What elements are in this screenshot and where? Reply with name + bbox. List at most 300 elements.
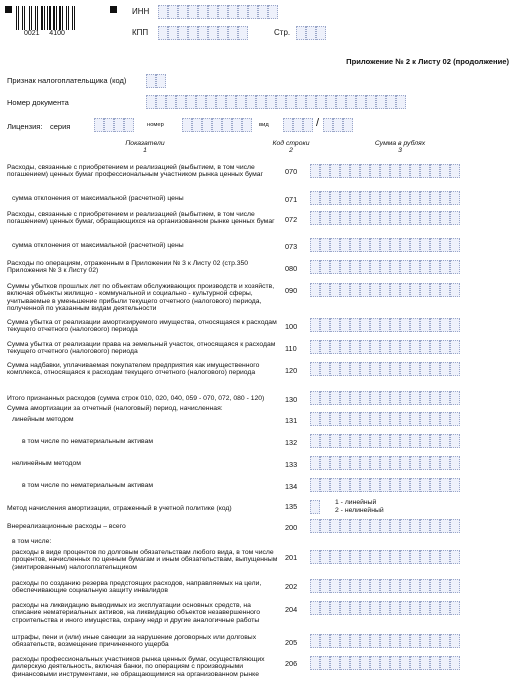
entry-cell[interactable] <box>400 260 410 274</box>
entry-cell[interactable] <box>400 211 410 225</box>
sum-field-070[interactable] <box>310 164 460 178</box>
entry-cell[interactable] <box>380 456 390 470</box>
sum-field-090[interactable] <box>310 283 460 297</box>
entry-cell[interactable] <box>330 519 340 533</box>
entry-cell[interactable] <box>320 634 330 648</box>
entry-cell[interactable] <box>410 164 420 178</box>
entry-cell[interactable] <box>360 164 370 178</box>
entry-cell[interactable] <box>228 26 238 40</box>
entry-cell[interactable] <box>350 434 360 448</box>
entry-cell[interactable] <box>370 238 380 252</box>
entry-cell[interactable] <box>330 634 340 648</box>
entry-cell[interactable] <box>400 456 410 470</box>
entry-cell[interactable] <box>410 391 420 405</box>
entry-cell[interactable] <box>320 456 330 470</box>
entry-cell[interactable] <box>350 340 360 354</box>
entry-cell[interactable] <box>400 340 410 354</box>
entry-cell[interactable] <box>346 95 356 109</box>
entry-cell[interactable] <box>410 434 420 448</box>
entry-cell[interactable] <box>360 318 370 332</box>
entry-cell[interactable] <box>340 391 350 405</box>
entry-cell[interactable] <box>410 191 420 205</box>
entry-cell[interactable] <box>390 478 400 492</box>
doc-number-field[interactable] <box>146 95 406 109</box>
entry-cell[interactable] <box>380 519 390 533</box>
entry-cell[interactable] <box>340 211 350 225</box>
entry-cell[interactable] <box>430 656 440 670</box>
entry-cell[interactable] <box>360 412 370 426</box>
entry-cell[interactable] <box>320 391 330 405</box>
license-series-field[interactable] <box>94 118 134 132</box>
entry-cell[interactable] <box>286 95 296 109</box>
entry-cell[interactable] <box>330 656 340 670</box>
entry-cell[interactable] <box>198 5 208 19</box>
entry-cell[interactable] <box>370 391 380 405</box>
entry-cell[interactable] <box>310 340 320 354</box>
entry-cell[interactable] <box>410 211 420 225</box>
entry-cell[interactable] <box>296 95 306 109</box>
entry-cell[interactable] <box>450 391 460 405</box>
entry-cell[interactable] <box>320 412 330 426</box>
entry-cell[interactable] <box>400 656 410 670</box>
entry-cell[interactable] <box>420 211 430 225</box>
entry-cell[interactable] <box>370 579 380 593</box>
entry-cell[interactable] <box>158 26 168 40</box>
entry-cell[interactable] <box>440 579 450 593</box>
entry-cell[interactable] <box>350 191 360 205</box>
entry-cell[interactable] <box>196 95 206 109</box>
entry-cell[interactable] <box>380 318 390 332</box>
entry-cell[interactable] <box>350 656 360 670</box>
entry-cell[interactable] <box>340 340 350 354</box>
sum-field-201[interactable] <box>310 550 460 564</box>
entry-cell[interactable] <box>450 434 460 448</box>
entry-cell[interactable] <box>340 519 350 533</box>
entry-cell[interactable] <box>293 118 303 132</box>
entry-cell[interactable] <box>330 164 340 178</box>
entry-cell[interactable] <box>350 412 360 426</box>
entry-cell[interactable] <box>208 5 218 19</box>
entry-cell[interactable] <box>380 362 390 376</box>
entry-cell[interactable] <box>440 260 450 274</box>
entry-cell[interactable] <box>420 656 430 670</box>
entry-cell[interactable] <box>330 340 340 354</box>
entry-cell[interactable] <box>296 26 306 40</box>
entry-cell[interactable] <box>390 391 400 405</box>
entry-cell[interactable] <box>320 211 330 225</box>
sum-field-073[interactable] <box>310 238 460 252</box>
entry-cell[interactable] <box>330 434 340 448</box>
entry-cell[interactable] <box>360 211 370 225</box>
entry-cell[interactable] <box>360 238 370 252</box>
entry-cell[interactable] <box>390 164 400 178</box>
entry-cell[interactable] <box>430 601 440 615</box>
entry-cell[interactable] <box>340 478 350 492</box>
entry-cell[interactable] <box>440 519 450 533</box>
entry-cell[interactable] <box>330 362 340 376</box>
entry-cell[interactable] <box>390 318 400 332</box>
sum-field-080[interactable] <box>310 260 460 274</box>
entry-cell[interactable] <box>430 456 440 470</box>
entry-cell[interactable] <box>212 118 222 132</box>
entry-cell[interactable] <box>310 519 320 533</box>
entry-cell[interactable] <box>390 550 400 564</box>
entry-cell[interactable] <box>350 478 360 492</box>
entry-cell[interactable] <box>310 550 320 564</box>
entry-cell[interactable] <box>380 478 390 492</box>
entry-cell[interactable] <box>380 634 390 648</box>
entry-cell[interactable] <box>430 391 440 405</box>
entry-cell[interactable] <box>188 26 198 40</box>
entry-cell[interactable] <box>350 211 360 225</box>
sum-field-133[interactable] <box>310 456 460 470</box>
entry-cell[interactable] <box>430 550 440 564</box>
entry-cell[interactable] <box>440 191 450 205</box>
entry-cell[interactable] <box>146 95 156 109</box>
entry-cell[interactable] <box>206 95 216 109</box>
entry-cell[interactable] <box>310 601 320 615</box>
entry-cell[interactable] <box>450 579 460 593</box>
entry-cell[interactable] <box>420 519 430 533</box>
entry-cell[interactable] <box>238 26 248 40</box>
sum-field-206[interactable] <box>310 656 460 670</box>
entry-cell[interactable] <box>400 164 410 178</box>
entry-cell[interactable] <box>450 478 460 492</box>
sum-field-071[interactable] <box>310 191 460 205</box>
entry-cell[interactable] <box>370 164 380 178</box>
license-number-field[interactable] <box>182 118 252 132</box>
entry-cell[interactable] <box>390 260 400 274</box>
entry-cell[interactable] <box>326 95 336 109</box>
entry-cell[interactable] <box>420 164 430 178</box>
entry-cell[interactable] <box>410 550 420 564</box>
entry-cell[interactable] <box>450 238 460 252</box>
entry-cell[interactable] <box>306 95 316 109</box>
entry-cell[interactable] <box>380 238 390 252</box>
entry-cell[interactable] <box>370 191 380 205</box>
entry-cell[interactable] <box>310 434 320 448</box>
kpp-field[interactable] <box>158 26 248 40</box>
entry-cell[interactable] <box>310 412 320 426</box>
entry-cell[interactable] <box>276 95 286 109</box>
entry-cell[interactable] <box>310 478 320 492</box>
entry-cell[interactable] <box>420 283 430 297</box>
entry-cell[interactable] <box>440 478 450 492</box>
entry-cell[interactable] <box>380 434 390 448</box>
entry-cell[interactable] <box>268 5 278 19</box>
method-code-field[interactable] <box>310 500 320 514</box>
entry-cell[interactable] <box>440 362 450 376</box>
entry-cell[interactable] <box>320 318 330 332</box>
entry-cell[interactable] <box>400 434 410 448</box>
entry-cell[interactable] <box>360 519 370 533</box>
entry-cell[interactable] <box>330 478 340 492</box>
entry-cell[interactable] <box>380 164 390 178</box>
entry-cell[interactable] <box>330 211 340 225</box>
entry-cell[interactable] <box>330 191 340 205</box>
entry-cell[interactable] <box>350 283 360 297</box>
entry-cell[interactable] <box>320 283 330 297</box>
entry-cell[interactable] <box>450 362 460 376</box>
entry-cell[interactable] <box>310 634 320 648</box>
entry-cell[interactable] <box>430 211 440 225</box>
entry-cell[interactable] <box>310 656 320 670</box>
entry-cell[interactable] <box>400 634 410 648</box>
entry-cell[interactable] <box>420 478 430 492</box>
entry-cell[interactable] <box>370 434 380 448</box>
entry-cell[interactable] <box>360 340 370 354</box>
entry-cell[interactable] <box>370 362 380 376</box>
entry-cell[interactable] <box>430 412 440 426</box>
entry-cell[interactable] <box>450 164 460 178</box>
entry-cell[interactable] <box>246 95 256 109</box>
entry-cell[interactable] <box>370 283 380 297</box>
sum-field-120[interactable] <box>310 362 460 376</box>
entry-cell[interactable] <box>202 118 212 132</box>
entry-cell[interactable] <box>186 95 196 109</box>
entry-cell[interactable] <box>320 478 330 492</box>
entry-cell[interactable] <box>370 634 380 648</box>
entry-cell[interactable] <box>168 5 178 19</box>
entry-cell[interactable] <box>336 95 346 109</box>
entry-cell[interactable] <box>396 95 406 109</box>
inn-field[interactable] <box>158 5 278 19</box>
entry-cell[interactable] <box>410 579 420 593</box>
entry-cell[interactable] <box>370 478 380 492</box>
entry-cell[interactable] <box>430 164 440 178</box>
entry-cell[interactable] <box>330 283 340 297</box>
entry-cell[interactable] <box>360 434 370 448</box>
entry-cell[interactable] <box>208 26 218 40</box>
entry-cell[interactable] <box>420 601 430 615</box>
entry-cell[interactable] <box>350 238 360 252</box>
entry-cell[interactable] <box>370 550 380 564</box>
entry-cell[interactable] <box>320 550 330 564</box>
entry-cell[interactable] <box>420 340 430 354</box>
entry-cell[interactable] <box>303 118 313 132</box>
entry-cell[interactable] <box>410 340 420 354</box>
entry-cell[interactable] <box>440 238 450 252</box>
entry-cell[interactable] <box>340 634 350 648</box>
entry-cell[interactable] <box>410 656 420 670</box>
entry-cell[interactable] <box>440 164 450 178</box>
entry-cell[interactable] <box>430 260 440 274</box>
entry-cell[interactable] <box>410 412 420 426</box>
entry-cell[interactable] <box>166 95 176 109</box>
entry-cell[interactable] <box>370 456 380 470</box>
entry-cell[interactable] <box>430 634 440 648</box>
entry-cell[interactable] <box>310 211 320 225</box>
entry-cell[interactable] <box>430 579 440 593</box>
entry-cell[interactable] <box>430 519 440 533</box>
entry-cell[interactable] <box>188 5 198 19</box>
entry-cell[interactable] <box>238 5 248 19</box>
entry-cell[interactable] <box>158 5 168 19</box>
sum-field-131[interactable] <box>310 412 460 426</box>
entry-cell[interactable] <box>380 283 390 297</box>
entry-cell[interactable] <box>380 260 390 274</box>
entry-cell[interactable] <box>450 211 460 225</box>
entry-cell[interactable] <box>440 550 450 564</box>
entry-cell[interactable] <box>350 550 360 564</box>
entry-cell[interactable] <box>450 550 460 564</box>
entry-cell[interactable] <box>380 579 390 593</box>
taxpayer-sign-field[interactable] <box>146 74 166 88</box>
entry-cell[interactable] <box>310 238 320 252</box>
entry-cell[interactable] <box>440 318 450 332</box>
entry-cell[interactable] <box>420 634 430 648</box>
entry-cell[interactable] <box>440 340 450 354</box>
entry-cell[interactable] <box>410 519 420 533</box>
entry-cell[interactable] <box>400 579 410 593</box>
entry-cell[interactable] <box>232 118 242 132</box>
entry-cell[interactable] <box>310 362 320 376</box>
entry-cell[interactable] <box>320 601 330 615</box>
entry-cell[interactable] <box>360 478 370 492</box>
entry-cell[interactable] <box>420 456 430 470</box>
entry-cell[interactable] <box>420 362 430 376</box>
entry-cell[interactable] <box>350 362 360 376</box>
entry-cell[interactable] <box>360 391 370 405</box>
license-type-field-1[interactable] <box>283 118 313 132</box>
entry-cell[interactable] <box>340 550 350 564</box>
entry-cell[interactable] <box>350 260 360 274</box>
entry-cell[interactable] <box>310 191 320 205</box>
entry-cell[interactable] <box>410 478 420 492</box>
entry-cell[interactable] <box>320 340 330 354</box>
entry-cell[interactable] <box>420 550 430 564</box>
license-type-field-2[interactable] <box>323 118 353 132</box>
entry-cell[interactable] <box>323 118 333 132</box>
entry-cell[interactable] <box>390 238 400 252</box>
entry-cell[interactable] <box>330 318 340 332</box>
entry-cell[interactable] <box>310 318 320 332</box>
entry-cell[interactable] <box>420 579 430 593</box>
entry-cell[interactable] <box>370 260 380 274</box>
entry-cell[interactable] <box>360 191 370 205</box>
entry-cell[interactable] <box>340 191 350 205</box>
entry-cell[interactable] <box>320 191 330 205</box>
entry-cell[interactable] <box>356 95 366 109</box>
entry-cell[interactable] <box>310 456 320 470</box>
entry-cell[interactable] <box>340 362 350 376</box>
entry-cell[interactable] <box>310 283 320 297</box>
entry-cell[interactable] <box>430 191 440 205</box>
entry-cell[interactable] <box>410 601 420 615</box>
entry-cell[interactable] <box>340 456 350 470</box>
entry-cell[interactable] <box>366 95 376 109</box>
entry-cell[interactable] <box>340 434 350 448</box>
entry-cell[interactable] <box>333 118 343 132</box>
entry-cell[interactable] <box>94 118 104 132</box>
entry-cell[interactable] <box>350 634 360 648</box>
entry-cell[interactable] <box>360 579 370 593</box>
entry-cell[interactable] <box>360 550 370 564</box>
entry-cell[interactable] <box>226 95 236 109</box>
entry-cell[interactable] <box>343 118 353 132</box>
entry-cell[interactable] <box>400 550 410 564</box>
sum-field-072[interactable] <box>310 211 460 225</box>
entry-cell[interactable] <box>370 211 380 225</box>
entry-cell[interactable] <box>306 26 316 40</box>
entry-cell[interactable] <box>440 391 450 405</box>
sum-field-110[interactable] <box>310 340 460 354</box>
entry-cell[interactable] <box>360 260 370 274</box>
entry-cell[interactable] <box>350 456 360 470</box>
entry-cell[interactable] <box>450 283 460 297</box>
entry-cell[interactable] <box>390 434 400 448</box>
entry-cell[interactable] <box>330 238 340 252</box>
entry-cell[interactable] <box>450 634 460 648</box>
entry-cell[interactable] <box>370 412 380 426</box>
entry-cell[interactable] <box>400 601 410 615</box>
entry-cell[interactable] <box>450 519 460 533</box>
entry-cell[interactable] <box>360 283 370 297</box>
entry-cell[interactable] <box>340 260 350 274</box>
entry-cell[interactable] <box>248 5 258 19</box>
entry-cell[interactable] <box>380 656 390 670</box>
entry-cell[interactable] <box>360 634 370 648</box>
page-number-field[interactable] <box>296 26 326 40</box>
entry-cell[interactable] <box>376 95 386 109</box>
entry-cell[interactable] <box>340 412 350 426</box>
entry-cell[interactable] <box>340 579 350 593</box>
entry-cell[interactable] <box>450 318 460 332</box>
sum-field-204[interactable] <box>310 601 460 615</box>
entry-cell[interactable] <box>266 95 276 109</box>
entry-cell[interactable] <box>320 238 330 252</box>
entry-cell[interactable] <box>320 519 330 533</box>
entry-cell[interactable] <box>410 318 420 332</box>
entry-cell[interactable] <box>310 391 320 405</box>
sum-field-205[interactable] <box>310 634 460 648</box>
entry-cell[interactable] <box>400 391 410 405</box>
entry-cell[interactable] <box>400 318 410 332</box>
entry-cell[interactable] <box>228 5 238 19</box>
entry-cell[interactable] <box>350 391 360 405</box>
entry-cell[interactable] <box>420 191 430 205</box>
entry-cell[interactable] <box>340 318 350 332</box>
entry-cell[interactable] <box>256 95 266 109</box>
sum-field-134[interactable] <box>310 478 460 492</box>
entry-cell[interactable] <box>370 519 380 533</box>
entry-cell[interactable] <box>192 118 202 132</box>
entry-cell[interactable] <box>380 601 390 615</box>
entry-cell[interactable] <box>320 579 330 593</box>
entry-cell[interactable] <box>390 656 400 670</box>
entry-cell[interactable] <box>340 656 350 670</box>
entry-cell[interactable] <box>380 391 390 405</box>
entry-cell[interactable] <box>410 456 420 470</box>
entry-cell[interactable] <box>114 118 124 132</box>
entry-cell[interactable] <box>390 456 400 470</box>
entry-cell[interactable] <box>400 191 410 205</box>
entry-cell[interactable] <box>440 434 450 448</box>
entry-cell[interactable] <box>450 601 460 615</box>
entry-cell[interactable] <box>146 74 156 88</box>
entry-cell[interactable] <box>390 340 400 354</box>
entry-cell[interactable] <box>330 391 340 405</box>
entry-cell[interactable] <box>350 318 360 332</box>
entry-cell[interactable] <box>380 550 390 564</box>
entry-cell[interactable] <box>156 95 166 109</box>
entry-cell[interactable] <box>320 260 330 274</box>
entry-cell[interactable] <box>310 500 320 514</box>
entry-cell[interactable] <box>420 391 430 405</box>
entry-cell[interactable] <box>420 238 430 252</box>
entry-cell[interactable] <box>390 412 400 426</box>
entry-cell[interactable] <box>236 95 246 109</box>
